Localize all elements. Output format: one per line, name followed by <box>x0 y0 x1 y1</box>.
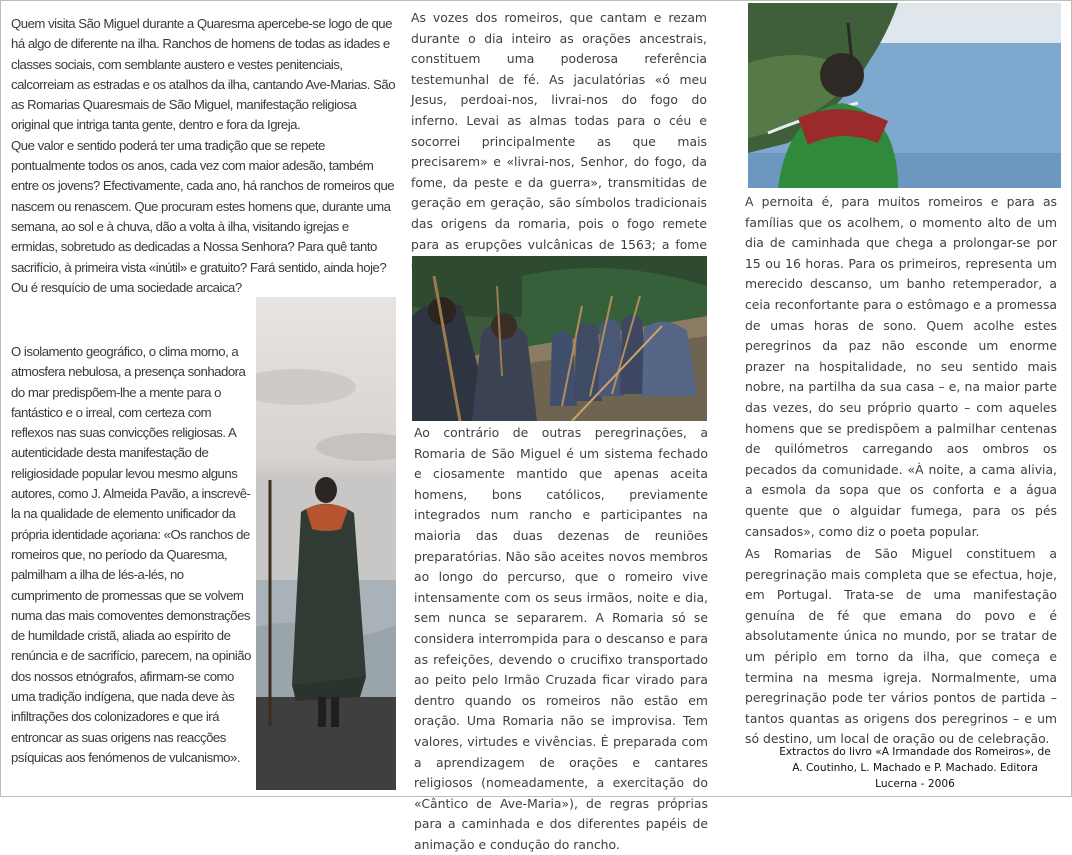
col1-paragraph-3: O isolamento geográfico, o clima morno, a atmosfera nebulosa, a presença sonhadora do mar predispõem-lhe a mente para o fantástico e o irreal, com certeza com reflexos nas suas convicções religiosas. A autenticidade desta manifestação de religiosidade popular levou mesmo alguns autores, como J. Almeida Pavão, a inscrevê-la na qualidade de elemento unificador da própria identidade açoriana: «Os ranchos de romeiros que, no período da Quaresma, palmilham a ilha de lés-a-lés, no cumprimento de promessas que se volvem numa das mais comoventes demonstrações de humildade cristã, aliada ao espírito de renúncia e de sacrifício, parecem, na opinião dos nossos etnógrafos, afirmam-se como uma tradição indígena, que nada deve às infiltrações dos colonizadores e que irá entroncar as suas origens nas reacções psíquicas aos fenómenos de vulcanismo». <box>11 344 251 765</box>
col1-intro <box>11 14 396 298</box>
col2-bottom <box>414 423 708 855</box>
col2-paragraph-2: Ao contrário de outras peregrinações, a Romaria de São Miguel é um sistema fechado e ciosamente mantido que apenas aceita homens, bons católicos, previamente integrados num rancho e participantes na maioria das duas dezenas de reuniões preparatórias. Não são aceites novos membros ao longo do percurso, que o romeiro vive intensamente com os seus irmãos, noite e dia, sem nunca se separarem. A Romaria só se considera interrompida para o descanso e para as refeições, devendo o crucifixo transportado ao peito pelo Irmão Cruzada ficar virado para dentro quando os romeiros não estão em oração. Uma Romaria não se improvisa. Tem valores, virtudes e vivências. É preparada com a aprendizagem de orações e cantares religiosos (nomeadamente, a exercitação do «Cântico de Ave-Maria»), de regras próprias para a caminhada e dos diferentes papéis de animação e condução do rancho. <box>414 425 708 852</box>
caption-line-3: Lucerna - 2006 <box>875 778 955 790</box>
caption-line-2: A. Coutinho, L. Machado e P. Machado. Editora <box>792 762 1038 774</box>
col2-paragraph-1: As vozes dos romeiros, que cantam e rezam durante o dia inteiro as orações ancestrais, constituem uma poderosa referência testemunhal de fé. As jaculatórias «ó meu Jesus, perdoai-nos, livrai-nos do fogo do inferno. Levai as almas todas para o céu e socorrei principalmente as que mais precisarem» e «livrai-nos, Senhor, do fogo, da fome, da peste e da guerra», transmitidas de geração em geração, são símbolos tradicionais das origens da romaria, pois o fogo remete para as erupções vulcânicas de 1563; a fome <box>411 10 707 252</box>
photo-romeiro-sea <box>256 297 396 790</box>
col3-paragraph-1: A pernoita é, para muitos romeiros e para as famílias que os acolhem, o momento alto de um dia de caminhada que chega a prolongar-se por 15 ou 16 horas. Para os primeiros, representa um merecido descanso, um banho retemperador, a ceia reconfortante para o estômago e a promessa de umas horas de sono. Quem acolhe estes peregrinos da paz não esconde um enorme prazer na hospitalidade, no seu sentido mais nobre, na partilha da sua casa – e, na maior parte das vezes, do seu próprio quarto – com aqueles homens que se predispõem a palmilhar centenas de quilómetros carregando aos ombros os pecados da comunidade. «À noite, a cama alivia, a esmola da sopa que os conforta e a água quente que o alguidar fumega, para os pés cansados», como diz o poeta popular. <box>745 194 1057 539</box>
col1-paragraph-2: Que valor e sentido poderá ter uma tradição que se repete pontualmente todos os anos, cada vez com maior adesão, também entre os jovens? Efectivamente, cada ano, há ranchos de romeiros que nascem ou renascem. Que procuram estes homens que, durante uma semana, ao sol e à chuva, dão a volta à ilha, visitando igrejas e ermidas, sobretudo as dedicadas a Nossa Senhora? Para quê tanto sacrifício, à primeira vista «inútil» e gratuito? Fará sentido, ainda hoje? Ou é resquício de uma sociedade arcaica? <box>11 137 395 295</box>
col3-paragraph-2: As Romarias de São Miguel constituem a peregrinação mais completa que se efectua, hoje, em Portugal. Trata-se de uma manifestação genuína de fé que emana do povo e é absolutamente única no mundo, por se tratar de um périplo em torno da ilha, que começa e termina na mesma igreja. Normalmente, uma peregrinação pode ter vários pontos de partida – tantos quantas as origens dos peregrinos – e um só destino, um local de oração ou de celebração. <box>745 546 1057 747</box>
col2-top <box>411 8 707 296</box>
col1-paragraph-1: Quem visita São Miguel durante a Quaresma apercebe-se logo de que há algo de diferente na ilha. Ranchos de homens de todas as idades e classes sociais, com semblante austero e vestes penitenciais, calcorreiam as estradas e os atalhos da ilha, cantando Ave-Marias. São as Romarias Quaresmais de São Miguel, manifestação religiosa original que intriga tanta gente, dentro e fora da Igreja. <box>11 16 396 133</box>
col3-text <box>745 192 1057 750</box>
caption-line-1: Extractos do livro «A Irmandade dos Romeiros», de <box>779 746 1051 758</box>
col1-lower <box>11 342 254 768</box>
photo-romeiros-resting <box>412 256 707 421</box>
photo-romeiro-coast <box>748 3 1061 188</box>
source-caption <box>770 744 1060 792</box>
